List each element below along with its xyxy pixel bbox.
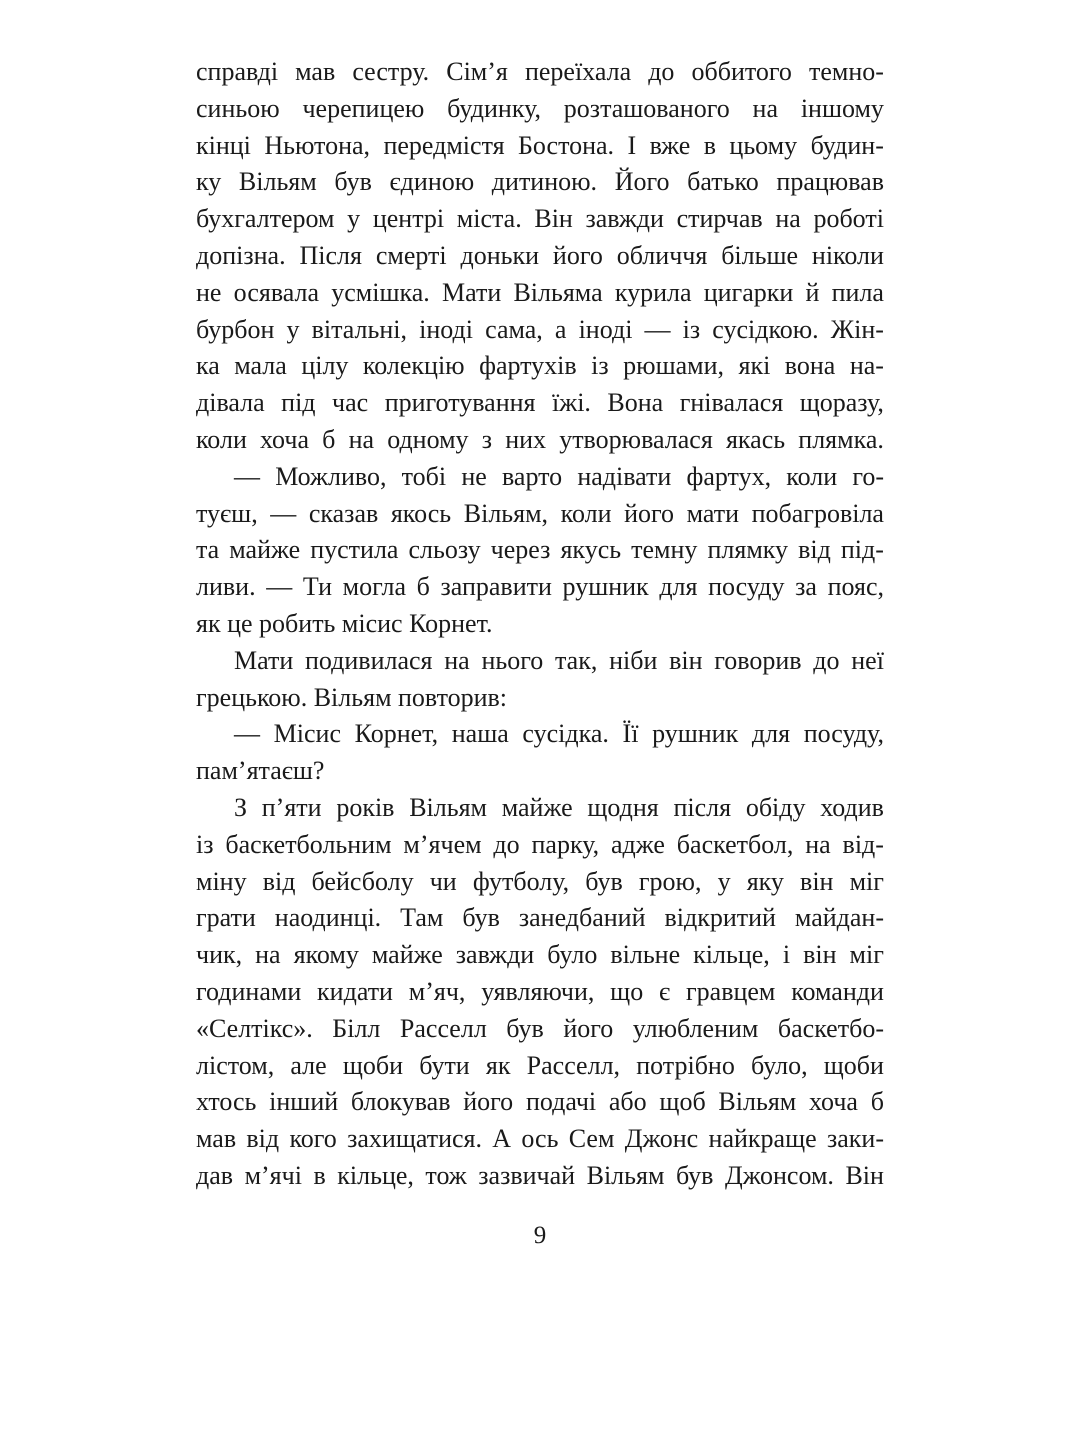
text-line: бухгалтером у центрі міста. Він завжди стирчав на роботі	[196, 204, 884, 234]
text-line: Мати подивилася на нього так, ніби він говорив до неї	[234, 645, 884, 675]
text-line: лістом, але щоби бути як Расселл, потрібно було, щоби	[196, 1050, 884, 1080]
text-line: туєш, — сказав якось Вільям, коли його мати побагровіла	[196, 498, 884, 528]
text-line: бурбон у вітальні, іноді сама, а іноді — із сусідкою. Жін-	[196, 314, 884, 344]
paragraph	[196, 459, 884, 643]
text-line: «Селтікс». Білл Расселл був його улюбленим баскетбо-	[196, 1013, 884, 1043]
text-line: грецькою. Вільям повторив:	[196, 682, 507, 712]
text-line: ливи. — Ти могла б заправити рушник для посуду за пояс,	[196, 572, 884, 602]
body-text	[196, 54, 884, 1195]
text-line: мав від кого захищатися. А ось Сем Джонс найкраще заки-	[196, 1124, 884, 1154]
text-line: міну від бейсболу чи футболу, був грою, у яку він міг	[196, 866, 884, 896]
text-line: та майже пустила сльозу через якусь темну плямку від під-	[196, 535, 884, 565]
text-line: справді мав сестру. Сім’я переїхала до оббитого темно-	[196, 57, 884, 86]
text-line: ку Вільям був єдиною дитиною. Його батько працював	[196, 167, 884, 197]
text-line: синьою черепицею будинку, розташованого на іншому	[196, 93, 884, 123]
text-line: кінці Ньютона, передмістя Бостона. І вже в цьому будин-	[196, 130, 884, 160]
text-line: чик, на якому майже завжди було вільне кільце, і він міг	[196, 940, 884, 970]
text-line: З п’яти років Вільям майже щодня після обіду ходив	[234, 792, 884, 822]
text-line: не осявала усмішка. Мати Вільяма курила цигарки й пила	[196, 277, 884, 307]
text-line: — Місис Корнет, наша сусідка. Її рушник для посуду,	[234, 719, 884, 749]
paragraph	[196, 716, 884, 790]
text-line: коли хоча б на одному з них утворювалася якась плямка.	[196, 424, 884, 454]
page-number: 9	[533, 1222, 547, 1249]
text-line: пам’ятаєш?	[196, 756, 325, 786]
paragraph	[196, 643, 884, 717]
text-line: грати наодинці. Там був занедбаний відкритий майдан-	[196, 903, 884, 933]
text-line: дівала під час приготування їжі. Вона гнівалася щоразу,	[196, 388, 884, 418]
text-line: — Можливо, тобі не варто надівати фартух, коли го-	[234, 461, 884, 491]
text-line: дав м’ячі в кільце, тож зазвичай Вільям був Джонсом. Він	[196, 1160, 884, 1190]
paragraph	[196, 790, 884, 1195]
paragraph	[196, 54, 884, 459]
text-line: хтось інший блокував його подачі або щоб Вільям хоча б	[196, 1087, 884, 1117]
text-line: ка мала цілу колекцію фартухів із рюшами, які вона на-	[196, 351, 884, 381]
text-line: як це робить місис Корнет.	[196, 608, 493, 638]
text-line: годинами кидати м’яч, уявляючи, що є гравцем команди	[196, 976, 884, 1006]
text-line: із баскетбольним м’ячем до парку, адже баскетбол, на від-	[196, 829, 884, 859]
text-line: допізна. Після смерті доньки його обличчя більше ніколи	[196, 240, 884, 270]
